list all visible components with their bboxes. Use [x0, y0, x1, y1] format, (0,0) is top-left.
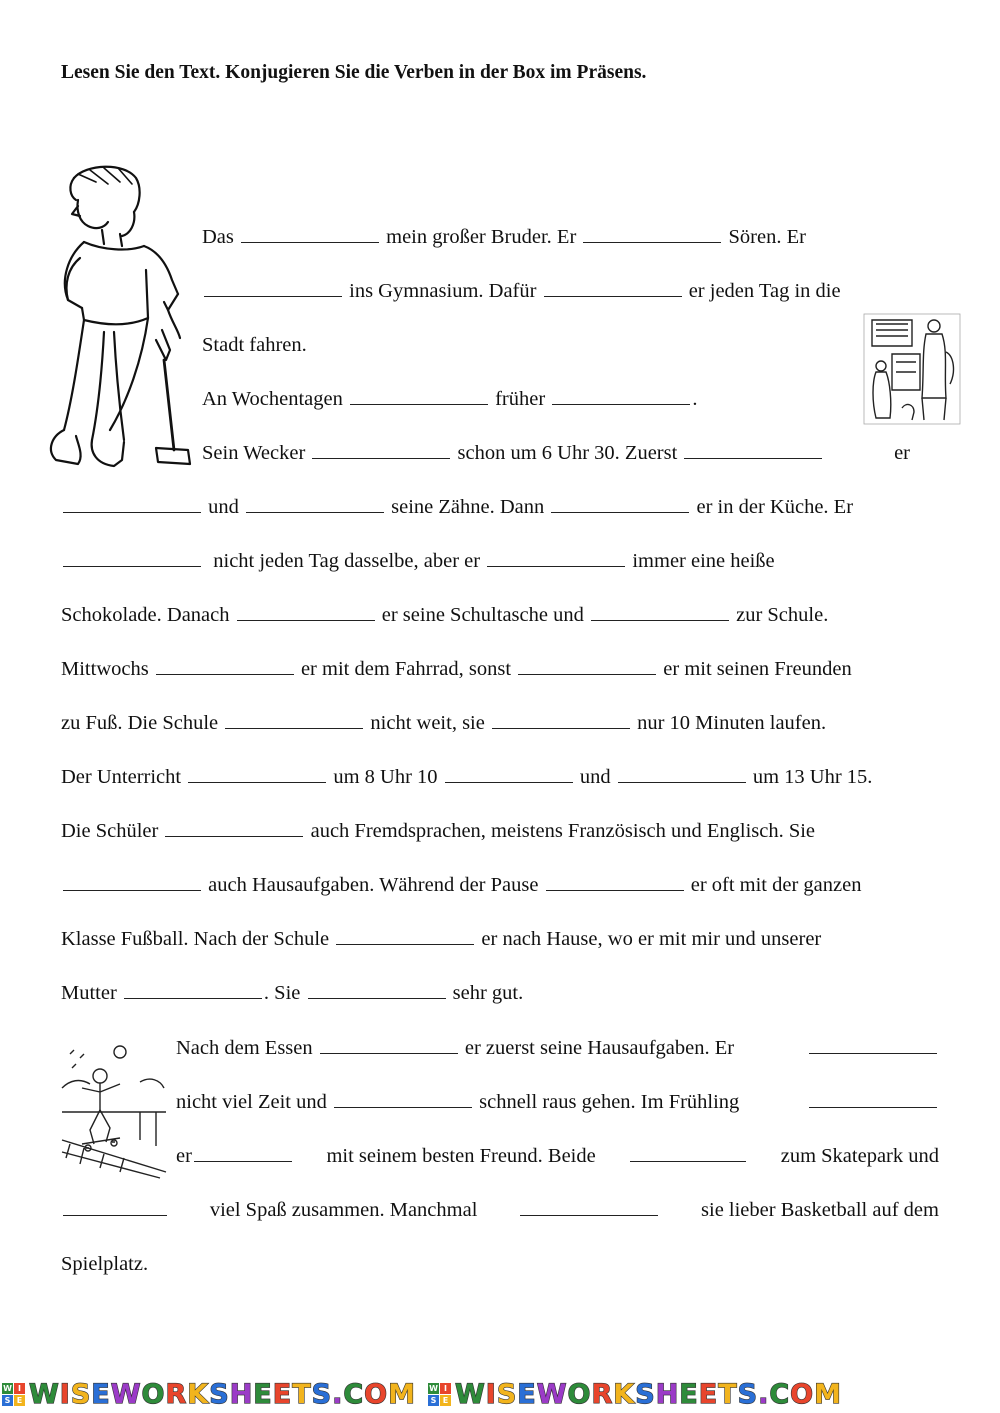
text-line: nicht viel Zeit und schnell raus gehen. Im Frühling [176, 1087, 939, 1117]
answer-blank[interactable] [320, 1034, 458, 1054]
answer-blank[interactable] [312, 439, 450, 459]
text-line: An Wochentagen früher . [202, 384, 697, 414]
answer-blank[interactable] [546, 871, 684, 891]
answer-blank[interactable] [194, 1142, 292, 1162]
answer-blank[interactable] [165, 817, 303, 837]
footer-branding [0, 1376, 1000, 1413]
answer-blank[interactable] [63, 871, 201, 891]
answer-blank[interactable] [246, 493, 384, 513]
answer-blank[interactable] [551, 493, 689, 513]
text-line: Die Schüler auch Fremdsprachen, meistens Französisch und Englisch. Sie [61, 816, 815, 846]
text-line: Das mein großer Bruder. Er Sören. Er [202, 222, 806, 252]
answer-blank[interactable] [188, 763, 326, 783]
answer-blank[interactable] [156, 655, 294, 675]
text-line: Klasse Fußball. Nach der Schule er nach Hause, wo er mit mir und unserer [61, 924, 821, 954]
wiseworksheets-logo-icon: W I S E [428, 1383, 451, 1406]
answer-blank[interactable] [204, 277, 342, 297]
answer-blank[interactable] [225, 709, 363, 729]
answer-blank[interactable] [336, 925, 474, 945]
text-line: Schokolade. Danach er seine Schultasche und zur Schule. [61, 600, 828, 630]
answer-blank[interactable] [350, 385, 488, 405]
text-line: auch Hausaufgaben. Während der Pause er oft mit der ganzen [61, 870, 861, 900]
text-line: Nach dem Essen er zuerst seine Hausaufgaben. Er [176, 1033, 939, 1063]
text-line: Mutter . Sie sehr gut. [61, 978, 523, 1008]
text-line: er mit seinem besten Freund. Beide zum Skatepark und [176, 1141, 939, 1171]
kitchen-illustration [862, 312, 962, 427]
answer-blank[interactable] [63, 1196, 167, 1216]
answer-blank[interactable] [518, 655, 656, 675]
answer-blank[interactable] [63, 547, 201, 567]
answer-blank[interactable] [520, 1196, 658, 1216]
text-line: zu Fuß. Die Schule nicht weit, sie nur 10 Minuten laufen. [61, 708, 826, 738]
answer-blank[interactable] [487, 547, 625, 567]
answer-blank[interactable] [552, 385, 690, 405]
answer-blank[interactable] [583, 223, 721, 243]
answer-blank[interactable] [492, 709, 630, 729]
text-line: Der Unterricht um 8 Uhr 10 und um 13 Uhr 15. [61, 762, 872, 792]
answer-blank[interactable] [618, 763, 746, 783]
text-line: Spielplatz. [61, 1253, 149, 1275]
answer-blank[interactable] [630, 1142, 746, 1162]
answer-blank[interactable] [544, 277, 682, 297]
text-line: ins Gymnasium. Dafür er jeden Tag in die [61, 276, 893, 306]
answer-blank[interactable] [684, 439, 822, 459]
instruction-heading: Lesen Sie den Text. Konjugieren Sie die Verben in der Box im Präsens. [61, 62, 647, 83]
text-line: und seine Zähne. Dann er in der Küche. Er [61, 492, 853, 522]
text-line: nicht jeden Tag dasselbe, aber er immer eine heiße [61, 546, 775, 576]
answer-blank[interactable] [308, 979, 446, 999]
wiseworksheets-logo-icon: W I S E [2, 1383, 25, 1406]
answer-blank[interactable] [445, 763, 573, 783]
answer-blank[interactable] [237, 601, 375, 621]
text-line: Sein Wecker schon um 6 Uhr 30. Zuerst er [202, 438, 910, 468]
answer-blank[interactable] [124, 979, 262, 999]
answer-blank[interactable] [809, 1088, 937, 1108]
footer-brand-block [426, 1379, 842, 1410]
answer-blank[interactable] [591, 601, 729, 621]
footer-brand-text: WISEWORKSHEETS.COM [29, 1379, 416, 1410]
text-line: Stadt fahren. [202, 334, 307, 356]
boy-illustration [38, 160, 193, 475]
answer-blank[interactable] [63, 493, 201, 513]
answer-blank[interactable] [809, 1034, 937, 1054]
text-line: viel Spaß zusammen. Manchmal sie lieber Basketball auf dem [61, 1195, 939, 1225]
footer-brand-block [0, 1379, 416, 1410]
footer-brand-text: WISEWORKSHEETS.COM [455, 1379, 842, 1410]
answer-blank[interactable] [334, 1088, 472, 1108]
text-line: Mittwochs er mit dem Fahrrad, sonst er mit seinen Freunden [61, 654, 852, 684]
answer-blank[interactable] [241, 223, 379, 243]
skateboarder-illustration [60, 1040, 168, 1180]
